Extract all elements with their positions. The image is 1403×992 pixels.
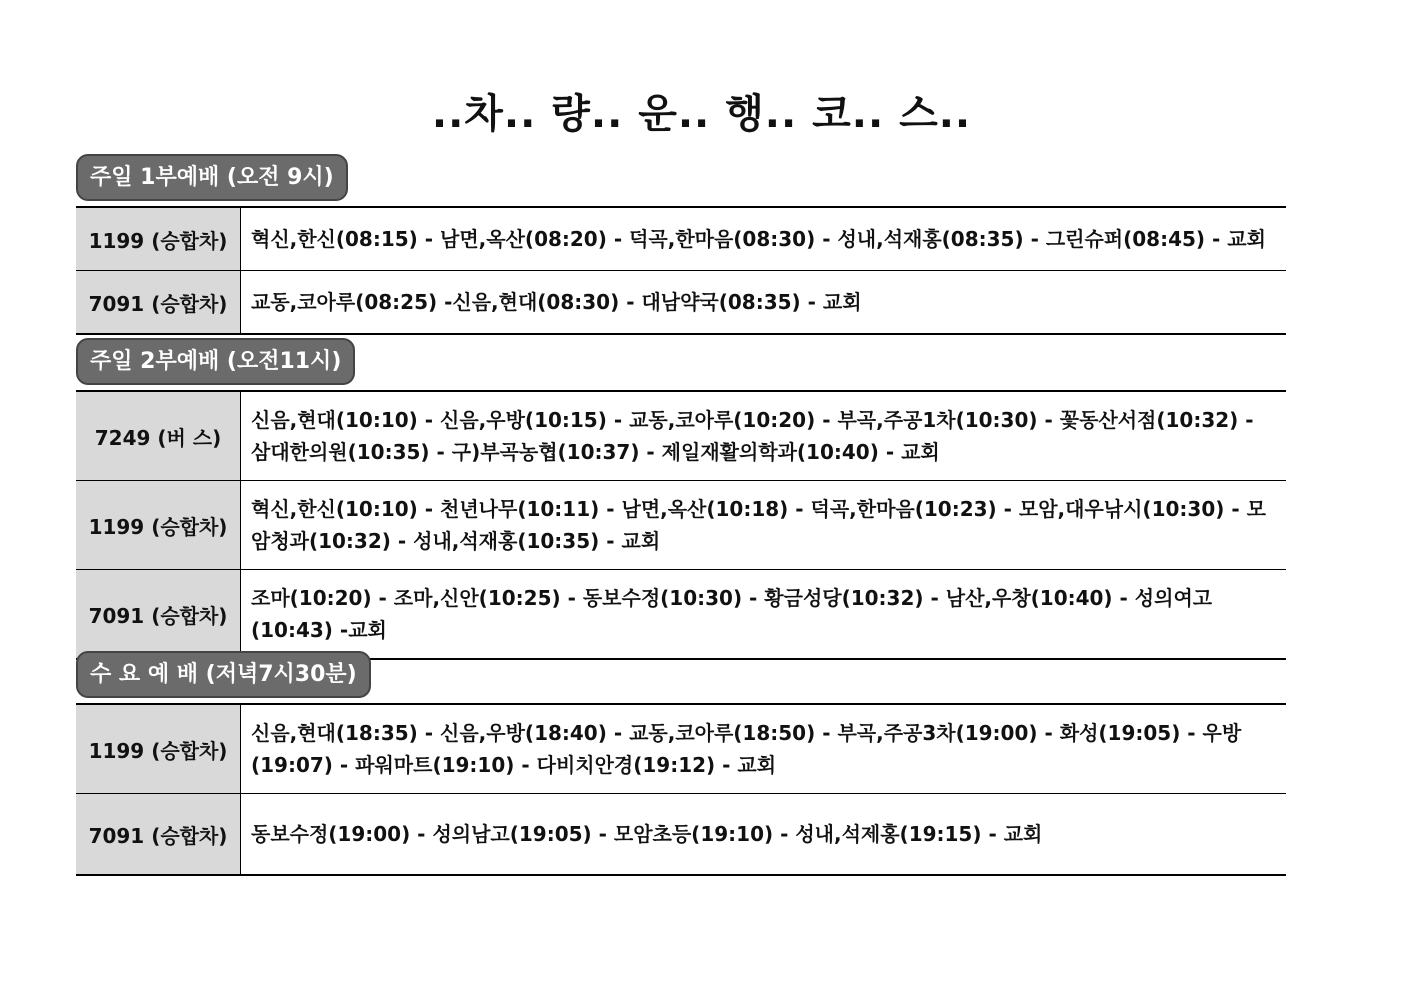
section-label: 주일 2부예배 (오전11시) xyxy=(76,338,355,385)
route-cell: 조마(10:20) - 조마,신안(10:25) - 동보수정(10:30) - 황금성당(10:32) - 남산,우창(10:40) - 성의여고(10:43) -교회 xyxy=(251,586,1213,642)
section-sunday-1st-service xyxy=(76,154,1286,335)
table-row xyxy=(76,481,1286,570)
route-cell: 신음,현대(18:35) - 신음,우방(18:40) - 교동,코아루(18:50) - 부곡,주공3차(19:00) - 화성(19:05) - 우방(19:07) - 파워마트(19:10) - 다비치안경(19:12) - 교회 xyxy=(241,704,1287,794)
section-wednesday-service xyxy=(76,651,1286,876)
table-row xyxy=(76,391,1286,481)
page-title: ..차.. 량.. 운.. 행.. 코.. 스.. xyxy=(431,91,972,137)
route-cell: 동보수정(19:00) - 성의남고(19:05) - 모암초등(19:10) - 성내,석제홍(19:15) - 교회 xyxy=(251,822,1043,846)
table-row xyxy=(76,207,1286,271)
vehicle-cell: 7091 (승합차) xyxy=(76,794,241,876)
section-sunday-2nd-service xyxy=(76,338,1286,660)
vehicle-cell: 1199 (승합차) xyxy=(76,481,241,570)
table-row xyxy=(76,794,1286,876)
schedule-table xyxy=(76,206,1286,335)
route-cell: 교동,코아루(08:25) -신음,현대(08:30) - 대남약국(08:35) - 교회 xyxy=(251,290,862,314)
table-row xyxy=(76,271,1286,335)
vehicle-cell: 7249 (버 스) xyxy=(76,391,241,481)
table-row xyxy=(76,570,1286,660)
vehicle-cell: 1199 (승합차) xyxy=(76,207,241,271)
vehicle-cell: 7091 (승합차) xyxy=(76,271,241,335)
route-cell: 혁신,한신(08:15) - 남면,옥산(08:20) - 덕곡,한마음(08:30) - 성내,석재홍(08:35) - 그린슈퍼(08:45) - 교회 xyxy=(241,207,1287,271)
section-label: 주일 1부예배 (오전 9시) xyxy=(76,154,348,201)
schedule-table xyxy=(76,390,1286,660)
table-row xyxy=(76,704,1286,794)
vehicle-cell: 7091 (승합차) xyxy=(76,570,241,660)
schedule-table xyxy=(76,703,1286,876)
section-label: 수 요 예 배 (저녁7시30분) xyxy=(76,651,371,698)
vehicle-cell: 1199 (승합차) xyxy=(76,704,241,794)
route-cell: 혁신,한신(10:10) - 천년나무(10:11) - 남면,옥산(10:18) - 덕곡,한마음(10:23) - 모암,대우낚시(10:30) - 모암청과(10:32) - 성내,석재홍(10:35) - 교회 xyxy=(241,481,1287,570)
route-cell: 신음,현대(10:10) - 신음,우방(10:15) - 교동,코아루(10:20) - 부곡,주공1차(10:30) - 꽃동산서점(10:32) - 삼대한의원(10:35) - 구)부곡농협(10:37) - 제일재활의학과(10:40) - 교회 xyxy=(241,391,1287,481)
